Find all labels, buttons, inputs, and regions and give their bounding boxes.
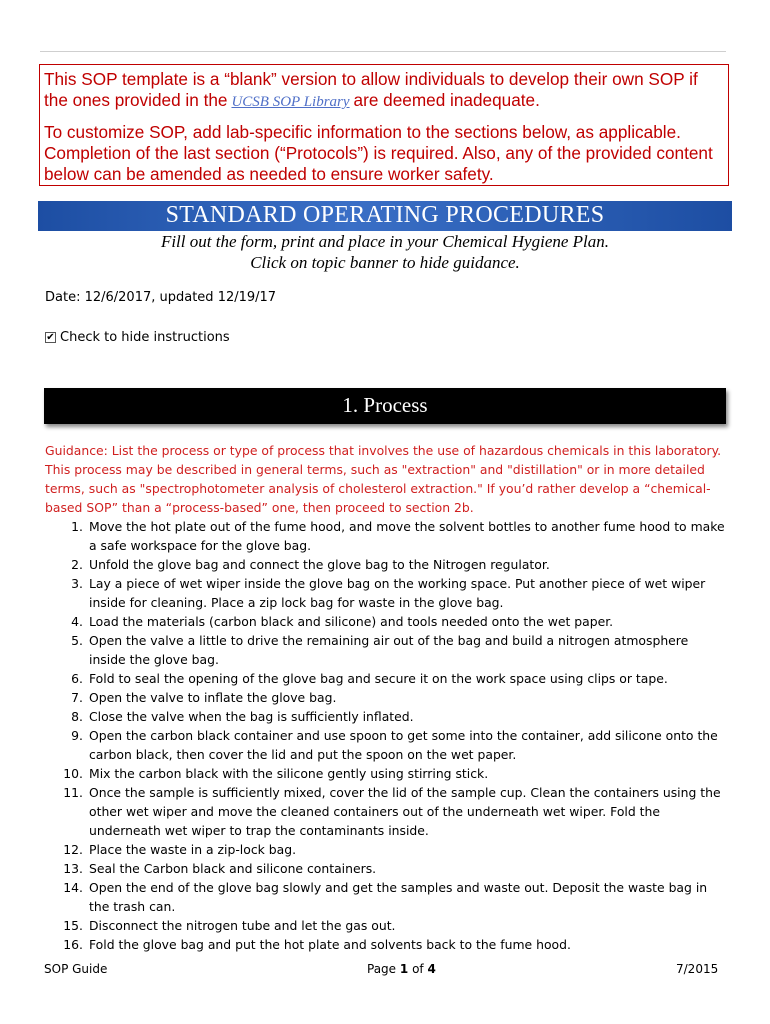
step-text: Place the waste in a zip-lock bag. — [89, 842, 297, 857]
step-number: 5. — [71, 633, 83, 648]
list-item — [45, 840, 725, 859]
section-title: 1. Process — [342, 393, 428, 417]
instruction-line-1: Fill out the form, print and place in your Chemical Hygiene Plan. — [160, 232, 610, 251]
list-item — [45, 669, 725, 688]
step-text: Close the valve when the bag is sufficiently inflated. — [89, 709, 414, 724]
step-text: Open the end of the glove bag slowly and get the samples and waste out. Deposit the waste bag in the trash can. — [89, 880, 708, 914]
page-current: 1 — [399, 962, 409, 976]
list-item — [45, 688, 725, 707]
step-number: 13. — [63, 861, 83, 876]
step-number: 15. — [63, 918, 83, 933]
list-item — [45, 612, 725, 631]
step-text: Once the sample is sufficiently mixed, cover the lid of the sample cup. Clean the containers using the other wet wiper and move the cleaned containers out of the underneath wet wiper. Fold the underneath wet wiper to trap the contaminants inside. — [89, 785, 721, 838]
template-notice-box — [39, 64, 729, 186]
section-banner-process[interactable] — [44, 388, 726, 424]
step-text: Fold the glove bag and put the hot plate and solvents back to the fume hood. — [89, 937, 571, 952]
step-text: Open the valve a little to drive the remaining air out of the bag and build a nitrogen atmosphere inside the glove bag. — [89, 633, 689, 667]
list-item — [45, 574, 725, 612]
sop-library-link[interactable]: UCSB SOP Library — [231, 94, 350, 110]
step-number: 8. — [71, 709, 83, 724]
list-item — [45, 916, 725, 935]
footer-guide-label: SOP Guide — [44, 962, 108, 976]
list-item — [45, 726, 725, 764]
list-item — [45, 878, 725, 916]
step-text: Mix the carbon black with the silicone gently using stirring stick. — [89, 766, 489, 781]
hide-instructions-toggle[interactable] — [45, 330, 230, 345]
list-item — [45, 707, 725, 726]
page-total: 4 — [427, 962, 436, 976]
notice-text-after-link: are deemed inadequate. — [353, 90, 540, 110]
document-date: Date: 12/6/2017, updated 12/19/17 — [45, 290, 277, 305]
list-item — [45, 935, 725, 954]
step-text: Open the carbon black container and use spoon to get some into the container, add silicone onto the carbon black, then cover the lid and put the spoon on the wet paper. — [89, 728, 718, 762]
step-number: 2. — [71, 557, 83, 572]
checkbox-checked-icon[interactable]: ✔ — [46, 332, 55, 343]
footer-version-date: 7/2015 — [676, 962, 719, 976]
step-number: 4. — [71, 614, 83, 629]
step-text: Disconnect the nitrogen tube and let the gas out. — [89, 918, 396, 933]
step-number: 10. — [63, 766, 83, 781]
list-item — [45, 859, 725, 878]
step-number: 1. — [71, 519, 83, 534]
hide-instructions-label: Check to hide instructions — [60, 330, 230, 345]
page-of: of — [412, 962, 424, 976]
page-title: STANDARD OPERATING PROCEDURES — [165, 202, 605, 228]
step-text: Load the materials (carbon black and silicone) and tools needed onto the wet paper. — [89, 614, 614, 629]
page-prefix: Page — [367, 962, 397, 976]
step-number: 11. — [63, 785, 83, 800]
step-text: Unfold the glove bag and connect the glove bag to the Nitrogen regulator. — [89, 557, 550, 572]
notice-paragraph-1 — [44, 69, 722, 113]
list-item — [45, 783, 725, 840]
step-number: 14. — [63, 880, 83, 895]
step-text: Seal the Carbon black and silicone containers. — [89, 861, 377, 876]
step-number: 7. — [71, 690, 83, 705]
step-text: Fold to seal the opening of the glove bag and secure it on the work space using clips or tape. — [89, 671, 668, 686]
step-number: 9. — [71, 728, 83, 743]
section-guidance: Guidance: List the process or type of process that involves the use of hazardous chemicals in this laboratory. This process may be described in general terms, such as "extraction" and "distillation" or in more detailed terms, such as "spectrophotometer analysis of cholesterol extraction." If you’d rather develop a “chemical-based SOP” than a “process-based” one, then proceed to section 2b. — [45, 443, 722, 515]
step-number: 12. — [63, 842, 83, 857]
step-text: Open the valve to inflate the glove bag. — [89, 690, 337, 705]
list-item — [45, 764, 725, 783]
step-number: 3. — [71, 576, 83, 591]
list-item — [45, 631, 725, 669]
step-text: Move the hot plate out of the fume hood, and move the solvent bottles to another fume hood to make a safe workspace for the glove bag. — [89, 519, 725, 553]
instruction-line-2: Click on topic banner to hide guidance. — [250, 253, 520, 272]
step-text: Lay a piece of wet wiper inside the glove bag on the working space. Put another piece of wet wiper inside for cleaning. Place a zip lock bag for waste in the glove bag. — [89, 576, 706, 610]
footer-page-number — [367, 962, 436, 976]
step-number: 6. — [71, 671, 83, 686]
notice-paragraph-2: To customize SOP, add lab-specific information to the sections below, as applicable. Completion of the last section (“Protocols”) is required. Also, any of the provided content below can be amended as needed to ensure worker safety. — [44, 122, 713, 184]
step-number: 16. — [63, 937, 83, 952]
list-item — [45, 555, 725, 574]
procedure-steps-list — [45, 517, 725, 954]
top-divider — [40, 51, 726, 52]
notice-text-before-link: This SOP template is a “blank” version to allow individuals to develop their own SOP if the ones provided in the — [44, 69, 698, 110]
list-item — [45, 517, 725, 555]
form-instructions — [0, 231, 770, 273]
sop-title-banner[interactable] — [38, 201, 732, 231]
